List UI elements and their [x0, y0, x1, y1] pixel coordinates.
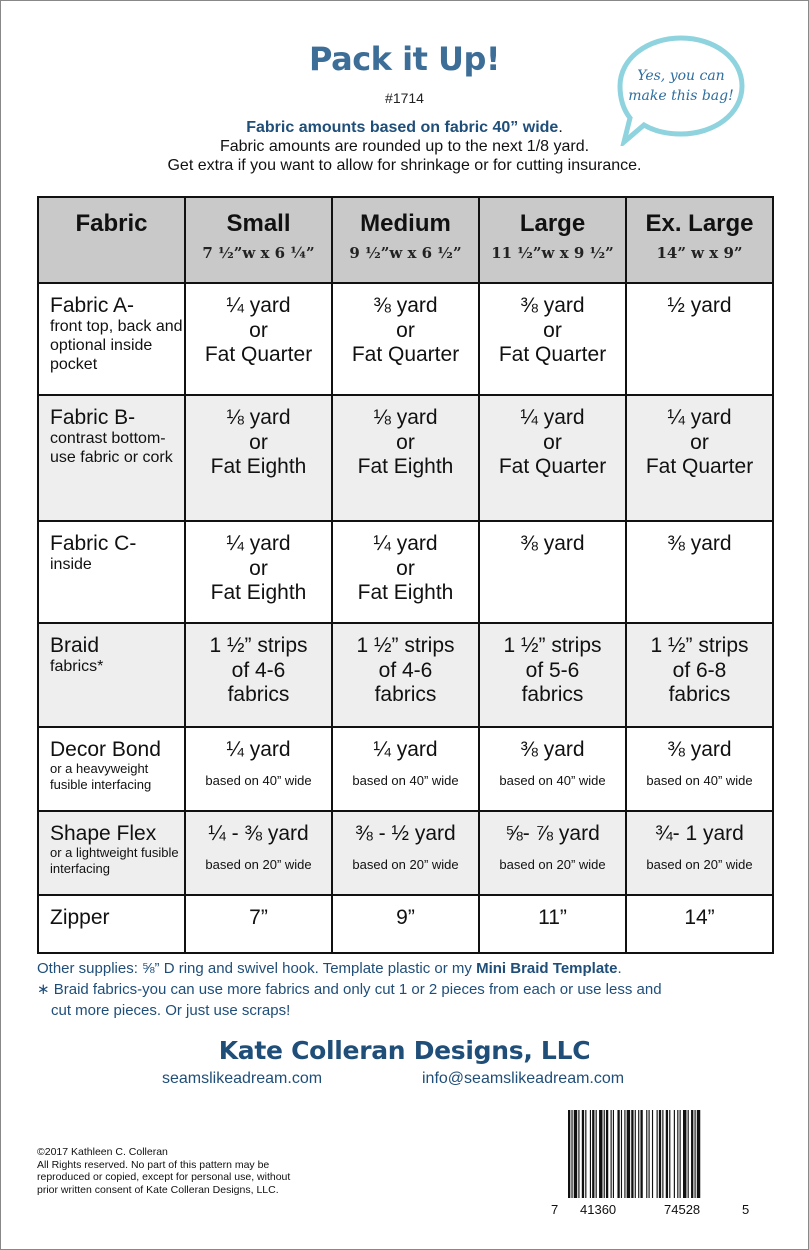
pattern-title: Pack it Up! [309, 40, 500, 78]
amount-line: 1 ½” strips [356, 634, 455, 657]
amount-line: of 5-6 [525, 658, 580, 682]
amount-cell [185, 727, 332, 811]
amount-line: 1 ½” strips [650, 634, 749, 657]
amount-line: fabrics [227, 683, 290, 706]
amount-line: Fat Quarter [498, 455, 607, 478]
header-small [185, 197, 332, 283]
barcode-bar [649, 1110, 650, 1198]
amount-line: or [396, 430, 415, 454]
amount-line: ⅜ yard [373, 294, 438, 317]
bubble-line-2: make this bag! [628, 88, 734, 104]
barcode-bar [613, 1110, 614, 1198]
row-sublabel: fabrics* [50, 658, 104, 675]
width-note: based on 40” wide [646, 772, 753, 788]
intro-bold-text: Fabric amounts based on fabric 40” wide [246, 119, 559, 136]
header-label: Ex. Large [645, 210, 754, 237]
amount-line: ⅜ - ½ yard [355, 822, 456, 845]
speech-bubble-text [618, 66, 744, 106]
amount-line: ⅜ yard [520, 738, 585, 761]
barcode-bar [697, 1110, 700, 1198]
amount-line: ⅛ yard [226, 406, 291, 429]
amount-line: ⅜ yard [667, 532, 732, 555]
row-sublabel: front top, back and optional inside pocket [50, 318, 183, 373]
supplies-footnote: ∗ Braid fabrics-you can use more fabrics and only cut 1 or 2 pieces from each or use less and [37, 981, 662, 998]
table-row [38, 283, 773, 395]
supplies-line-1-end: . [617, 960, 622, 977]
barcode-bar [674, 1110, 675, 1198]
row-label-cell [38, 283, 185, 395]
row-label-cell [38, 395, 185, 521]
supplies-line-1: Other supplies: ⅝” D ring and swivel hook. Template plastic or my [37, 960, 477, 977]
mini-braid-template-link[interactable]: Mini Braid Template [476, 960, 618, 977]
amount-line: of 4-6 [231, 658, 286, 682]
width-note: based on 20” wide [646, 856, 753, 872]
table-header-row [38, 197, 773, 283]
amount-line: ¼ yard [667, 406, 732, 429]
amount-line: 14” [684, 906, 715, 929]
intro-line-1 [0, 118, 809, 137]
barcode-bar [592, 1110, 594, 1198]
amount-cell [332, 521, 479, 623]
table-row [38, 395, 773, 521]
fabric-intro [0, 118, 809, 175]
barcode-bar [659, 1110, 661, 1198]
amount-line: ⅜ yard [520, 532, 585, 555]
amount-cell [185, 521, 332, 623]
width-note: based on 20” wide [499, 856, 606, 872]
table-row [38, 895, 773, 953]
barcode-bar [585, 1110, 586, 1198]
barcode-bar [582, 1110, 584, 1198]
barcode-bar [638, 1110, 639, 1198]
intro-line-1-end: . [558, 119, 563, 136]
email-link[interactable]: info@seamslikeadream.com [422, 1070, 625, 1087]
row-label: Braid [50, 634, 100, 657]
header-size: 11 ½”w x 9 ½” [491, 244, 614, 262]
amount-line: 9” [396, 906, 415, 929]
amount-line: Fat Eighth [357, 581, 454, 604]
amount-line: ¼ - ⅜ yard [208, 822, 309, 845]
barcode-digit: 7 [551, 1202, 559, 1217]
amount-line: Fat Quarter [498, 343, 607, 366]
amount-line: fabrics [668, 683, 731, 706]
intro-line-2: Fabric amounts are rounded up to the next 1/8 yard. [219, 138, 590, 155]
amount-line: or [396, 318, 415, 342]
table-row [38, 811, 773, 895]
header-fabric [38, 197, 185, 283]
amount-line: or [543, 430, 562, 454]
barcode-bar [568, 1110, 570, 1198]
amount-cell [626, 395, 773, 521]
row-label: Fabric B- [50, 406, 136, 429]
barcode-bar [611, 1110, 612, 1198]
amount-line: or [543, 318, 562, 342]
amount-line: or [396, 556, 415, 580]
barcode-bar [635, 1110, 636, 1198]
amount-cell [185, 283, 332, 395]
barcode-bar [574, 1110, 577, 1198]
barcode-bar [640, 1110, 642, 1198]
amount-line: Fat Eighth [210, 455, 307, 478]
amount-line: 7” [249, 906, 268, 929]
barcode-bar [571, 1110, 572, 1198]
amount-line: 1 ½” strips [209, 634, 308, 657]
copyright-notice [37, 1146, 367, 1196]
amount-line: Fat Quarter [351, 343, 460, 366]
amount-line: Fat Eighth [210, 581, 307, 604]
amount-line: ¼ yard [520, 406, 585, 429]
copyright-line: All Rights reserved. No part of this pattern may be [37, 1158, 270, 1171]
row-label: Fabric A- [50, 294, 135, 317]
barcode-bar [604, 1110, 605, 1198]
amount-cell [185, 811, 332, 895]
amount-cell [479, 395, 626, 521]
amount-cell [185, 395, 332, 521]
amount-line: ¼ yard [226, 294, 291, 317]
amount-line: or [249, 318, 268, 342]
barcode-bar [695, 1110, 696, 1198]
barcode-bar [599, 1110, 602, 1198]
amount-line: ⅛ yard [373, 406, 438, 429]
pattern-number: #1714 [385, 90, 424, 106]
amount-cell [626, 727, 773, 811]
barcode-bar [680, 1110, 681, 1198]
bubble-line-1: Yes, you can [637, 68, 725, 84]
amount-line: Fat Eighth [357, 455, 454, 478]
barcode-bar [627, 1110, 630, 1198]
copyright-line: prior written consent of Kate Colleran Designs, LLC. [37, 1183, 279, 1196]
width-note: based on 20” wide [205, 856, 312, 872]
header-label: Fabric [75, 210, 148, 237]
amount-line: 1 ½” strips [503, 634, 602, 657]
barcode-digit: 41360 [580, 1202, 617, 1217]
barcode-bar [657, 1110, 658, 1198]
amount-line: or [690, 430, 709, 454]
barcode-bar [683, 1110, 686, 1198]
header-size: 7 ½”w x 6 ¼” [202, 244, 315, 262]
barcode-bar [652, 1110, 653, 1198]
amount-line: of 6-8 [672, 658, 727, 682]
barcode-bar [617, 1110, 619, 1198]
barcode-bar [662, 1110, 663, 1198]
amount-cell [332, 811, 479, 895]
company-name: Kate Colleran Designs, LLC [218, 1036, 591, 1065]
row-label: Shape Flex [50, 822, 157, 845]
amount-cell [626, 521, 773, 623]
amount-line: ¼ yard [226, 738, 291, 761]
amount-cell [332, 623, 479, 727]
header-label: Medium [360, 210, 451, 237]
row-sublabel: contrast bottom- use fabric or cork [50, 430, 173, 466]
barcode-bar [596, 1110, 597, 1198]
amount-line: fabrics [521, 683, 584, 706]
amount-line: or [249, 556, 268, 580]
row-label-cell [38, 727, 185, 811]
barcode-bar [677, 1110, 678, 1198]
other-supplies [37, 958, 777, 1021]
amount-cell [479, 895, 626, 953]
header-size: 9 ½”w x 6 ½” [349, 244, 462, 262]
barcode-bar [606, 1110, 608, 1198]
amount-line: fabrics [374, 683, 437, 706]
amount-line: ¼ yard [373, 532, 438, 555]
header-label: Small [226, 210, 291, 237]
amount-cell [479, 623, 626, 727]
amount-line: ¼ yard [373, 738, 438, 761]
amount-line: or [249, 430, 268, 454]
row-label: Zipper [50, 906, 110, 929]
header-size: 14” w x 9” [656, 244, 743, 262]
copyright-line: ©2017 Kathleen C. Colleran [37, 1146, 168, 1158]
amount-line: ½ yard [667, 294, 732, 317]
row-sublabel: or a lightweight fusible interfacing [50, 845, 179, 876]
amount-cell [185, 623, 332, 727]
row-label-cell [38, 521, 185, 623]
header-label: Large [519, 210, 586, 237]
amount-cell [332, 395, 479, 521]
barcode-bar [666, 1110, 668, 1198]
row-label: Decor Bond [50, 738, 161, 761]
amount-cell [626, 283, 773, 395]
barcode-bar [624, 1110, 625, 1198]
width-note: based on 40” wide [205, 772, 312, 788]
barcode-bar [688, 1110, 689, 1198]
amount-cell [332, 283, 479, 395]
table-row [38, 623, 773, 727]
table-row [38, 521, 773, 623]
fabric-requirements-table [37, 196, 774, 954]
amount-cell [479, 811, 626, 895]
barcode-bar [578, 1110, 579, 1198]
row-label-cell [38, 811, 185, 895]
amount-line: Fat Quarter [645, 455, 754, 478]
amount-line: ¾- 1 yard [655, 822, 744, 845]
amount-line: ⅝- ⅞ yard [505, 822, 600, 845]
amount-cell [479, 283, 626, 395]
amount-cell [626, 623, 773, 727]
amount-cell [332, 727, 479, 811]
barcode-bar [590, 1110, 591, 1198]
row-label-cell [38, 895, 185, 953]
copyright-line: reproduced or copied, except for personal use, without [37, 1171, 291, 1183]
row-sublabel: or a heavyweight fusible interfacing [50, 761, 152, 792]
row-label: Fabric C- [50, 532, 137, 555]
row-sublabel: inside [50, 556, 92, 573]
barcode-bar [691, 1110, 693, 1198]
intro-line-3: Get extra if you want to allow for shrinkage or for cutting insurance. [167, 157, 642, 174]
amount-cell [479, 727, 626, 811]
amount-cell [479, 521, 626, 623]
supplies-footnote-cont: cut more pieces. Or just use scraps! [51, 1002, 291, 1019]
width-note: based on 40” wide [499, 772, 606, 788]
amount-line: ¼ yard [226, 532, 291, 555]
barcode-digit: 74528 [664, 1202, 701, 1217]
header-large [479, 197, 626, 283]
row-label-cell [38, 623, 185, 727]
header-ex-large [626, 197, 773, 283]
amount-cell [332, 895, 479, 953]
amount-line: of 4-6 [378, 658, 433, 682]
amount-line: ⅜ yard [520, 294, 585, 317]
barcode-icon [566, 1110, 748, 1198]
amount-cell [626, 895, 773, 953]
amount-line: 11” [538, 906, 567, 929]
amount-line: ⅜ yard [667, 738, 732, 761]
barcode-bar [621, 1110, 622, 1198]
width-note: based on 40” wide [352, 772, 459, 788]
barcode-bar [631, 1110, 633, 1198]
amount-cell [626, 811, 773, 895]
amount-line: Fat Quarter [204, 343, 313, 366]
barcode-bar [669, 1110, 670, 1198]
header-medium [332, 197, 479, 283]
width-note: based on 20” wide [352, 856, 459, 872]
barcode-digit: 5 [742, 1202, 750, 1217]
table-row [38, 727, 773, 811]
website-link[interactable]: seamslikeadream.com [162, 1070, 323, 1087]
barcode-bar [646, 1110, 647, 1198]
amount-cell [185, 895, 332, 953]
